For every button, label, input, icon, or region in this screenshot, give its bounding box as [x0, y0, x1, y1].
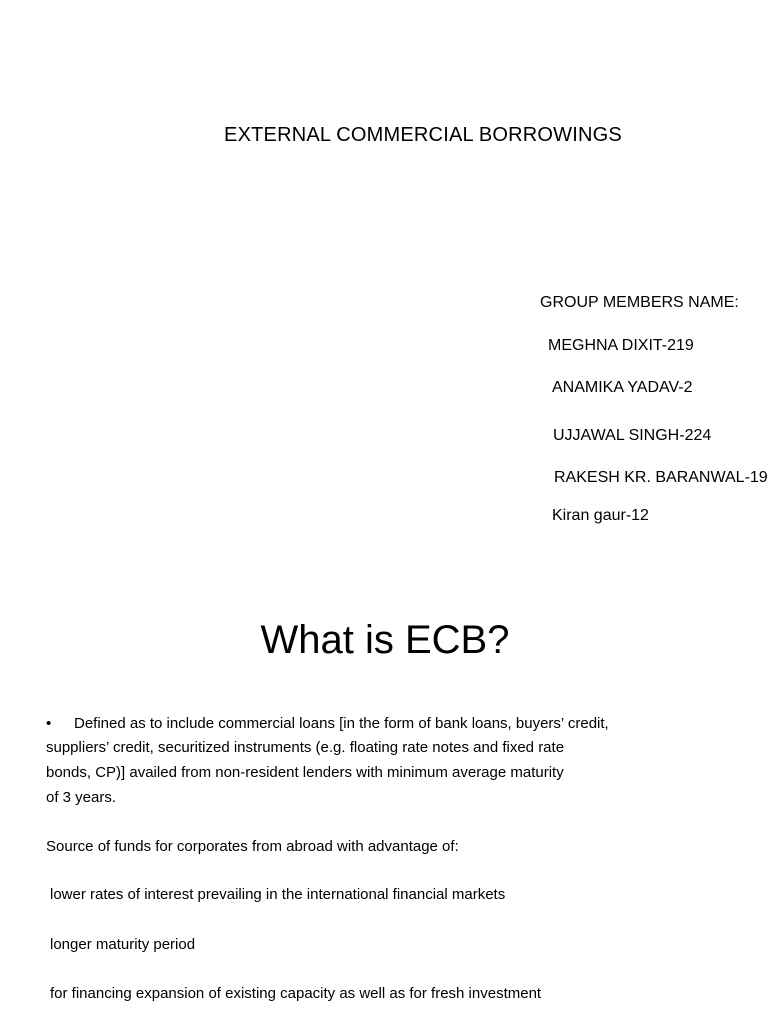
- group-members-heading: GROUP MEMBERS NAME:: [540, 294, 739, 311]
- section-title: What is ECB?: [260, 618, 510, 662]
- advantage-item: longer maturity period: [50, 936, 196, 953]
- definition-text: Defined as to include commercial loans [in the form of bank loans, buyers’ credit,: [74, 715, 609, 732]
- group-member-name: Kiran gaur-12: [552, 507, 649, 524]
- definition-line: bonds, CP)] availed from non-resident lenders with minimum average maturity: [46, 764, 564, 781]
- definition-line: suppliers’ credit, securitized instruments (e.g. floating rate notes and fixed rate: [46, 739, 565, 756]
- group-member-name: ANAMIKA YADAV-2: [552, 379, 693, 396]
- advantage-item: for financing expansion of existing capacity as well as for fresh investment: [50, 985, 542, 1002]
- group-member-name: UJJAWAL SINGH-224: [553, 427, 712, 444]
- bullet-icon: •: [46, 715, 52, 732]
- group-member-name: RAKESH KR. BARANWAL-19: [554, 469, 768, 486]
- definition-line: of 3 years.: [46, 789, 117, 806]
- group-member-name: MEGHNA DIXIT-219: [548, 337, 694, 354]
- slide-title: EXTERNAL COMMERCIAL BORROWINGS: [224, 124, 622, 146]
- source-intro: Source of funds for corporates from abroad with advantage of:: [46, 838, 459, 855]
- definition-line: [46, 715, 609, 732]
- advantage-item: lower rates of interest prevailing in the international financial markets: [50, 886, 506, 903]
